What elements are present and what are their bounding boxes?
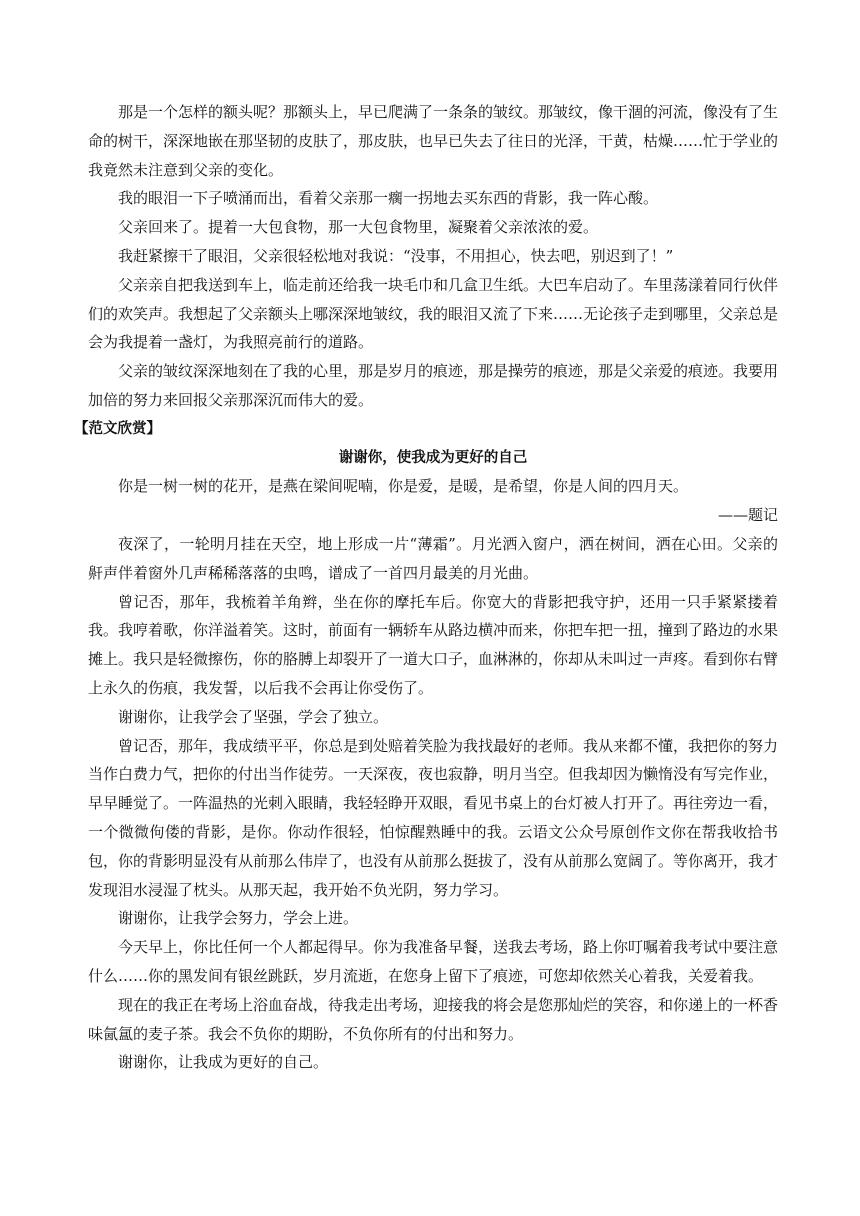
paragraph: 今天早上，你比任何一个人都起得早。你为我准备早餐，送我去考场，路上你叮嘱着我考试中要注意什么……你的黑发间有银丝跳跃，岁月流逝，在您身上留下了痕迹，可您却依然关心着我，关爱着我。 [88,938,779,985]
essay-title: 谢谢你，使我成为更好的自己 [338,449,528,466]
paragraph: 曾记否，那年，我成绩平平，你总是到处赔着笑脸为我找最好的老师。我从来都不懂，我把你的努力当作白费力气，把你的付出当作徒劳。一天深夜，夜也寂静，明月当空。但我却因为懒惰没有写完作业，早早睡觉了。一阵温热的光刺入眼睛，我轻轻睁开双眼，看见书桌上的台灯被人打开了。再往旁边一看，一个微微佝偻的背影，是你。你动作很轻，怕惊醒熟睡中的我。云语文公众号原创作文你在帮我收拾书包，你的背影明显没有从前那么伟岸了，也没有从前那么挺拔了，没有从前那么宽阔了。等你离开，我才发现泪水浸湿了枕头。从那天起，我开始不负光阴，努力学习。 [88,736,779,899]
paragraph: 现在的我正在考场上浴血奋战，待我走出考场，迎接我的将会是您那灿烂的笑容，和你递上的一杯香味氤氲的麦子茶。我会不负你的期盼，不负你所有的付出和努力。 [88,995,779,1043]
epigraph-source: ——题记 [717,506,778,525]
paragraph: 父亲亲自把我送到车上，临走前还给我一块毛巾和几盒卫生纸。大巴车启动了。车里荡漾着同行伙伴们的欢笑声。我想起了父亲额头上哪深深地皱纹，我的眼泪又流了下来……无论孩子走到哪里，父亲总是会为我提着一盏灯，为我照亮前行的道路。 [88,275,779,352]
paragraph: 那是一个怎样的额头呢？那额头上，早已爬满了一条条的皱纹。那皱纹，像干涸的河流，像没有了生命的树干，深深地嵌在那坚韧的皮肤了，那皮肤，也早已失去了往日的光泽，干黄，枯燥……忙于学业的我竟然未注意到父亲的变化。 [88,103,779,179]
model-essay [88,444,778,1078]
epigraph: 你是一树一树的花开，是燕在梁间呢喃，你是爱，是暖，是希望，你是人间的四月天。 [118,477,689,496]
paragraph: 谢谢你，让我学会了坚强，学会了独立。 [118,707,389,726]
paragraph: 谢谢你，让我成为更好的自己。 [118,1053,329,1072]
paragraph: 父亲回来了。提着一大包食物，那一大包食物里，凝聚着父亲浓浓的爱。 [118,218,599,237]
document-page [74,98,779,1077]
paragraph: 曾记否，那年，我梳着羊角辫，坐在你的摩托车后。你宽大的背影把我守护，还用一只手紧紧搂着我。我哼着歌，你洋溢着笑。这时，前面有一辆轿车从路边横冲而来，你把车把一扭，撞到了路边的水果摊上。我只是轻微擦伤，你的胳膊上却裂开了一道大口子，血淋淋的，你却从未叫过一声疼。看到你右臂上永久的伤痕，我发誓，以后我不会再让你受伤了。 [88,592,779,697]
paragraph: 我的眼泪一下子喷涌而出，看着父亲那一瘸一拐地去买东西的背影，我一阵心酸。 [118,189,659,208]
paragraph: 谢谢你，让我学会努力，学会上进。 [118,909,359,928]
section-label: 【范文欣赏】 [74,420,161,437]
top-passage [88,98,778,415]
paragraph: 父亲的皱纹深深地刻在了我的心里，那是岁月的痕迹，那是操劳的痕迹，那是父亲爱的痕迹。我要用加倍的努力来回报父亲那深沉而伟大的爱。 [88,362,779,409]
paragraph: 夜深了，一轮明月挂在天空，地上形成一片“薄霜”。月光洒入窗户，洒在树间，洒在心田。父亲的鼾声伴着窗外几声稀稀落落的虫鸣，谱成了一首四月最美的月光曲。 [88,534,778,582]
paragraph: 我赶紧擦干了眼泪，父亲很轻松地对我说：“没事，不用担心，快去吧，别迟到了！” [118,246,674,265]
